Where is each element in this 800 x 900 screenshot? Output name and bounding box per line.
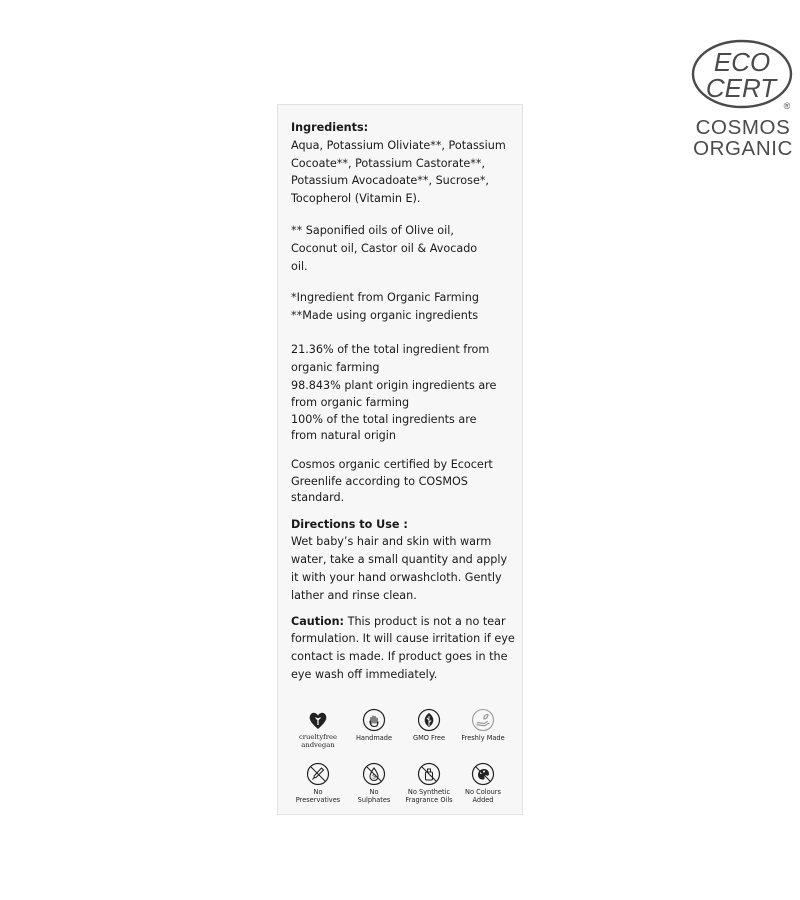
certification-text: Cosmos organic certified by Ecocert Greenlife according to COSMOS standard.	[291, 458, 493, 505]
stat-plant-origin: 98.843% plant origin ingredients are from organic farming	[291, 378, 497, 410]
stat-organic-farming: 21.36% of the total ingredient from organic farming	[291, 342, 490, 374]
saponified-note: ** Saponified oils of Olive oil, Coconut oil, Castor oil & Avocado oil.	[291, 223, 478, 273]
badge-handmade	[346, 708, 402, 742]
badge-caption-line1: No	[369, 788, 379, 796]
directions-heading: Directions to Use :	[291, 517, 408, 531]
stat-natural-origin: 100% of the total ingredients are from natural origin	[291, 413, 477, 442]
no-sulphate-icon	[362, 762, 386, 786]
badge-caption-line1: crueltyfree	[298, 733, 337, 741]
badge-caption-line1: No Synthetic	[407, 788, 451, 796]
caution-text: This product is not a no tear formulation. It will cause irritation if eye contact is made. If product goes in the eye wash off immediately.	[291, 614, 515, 682]
badge-no-sulphates	[346, 762, 402, 805]
badge-caption-line2: Preservatives	[295, 796, 341, 805]
badge-caption-line1: No	[313, 788, 323, 796]
badge-caption-line2: Sulphates	[357, 796, 391, 805]
label-content	[291, 119, 517, 684]
heart-leaf-icon	[306, 708, 330, 732]
product-label-card	[277, 104, 523, 815]
hand-icon	[362, 708, 386, 732]
ecocert-oval-icon	[690, 38, 796, 114]
badge-no-synthetic-fragrance	[401, 762, 457, 805]
directions-text: Wet baby’s hair and skin with warm water, take a small quantity and apply it with your hand orwashcloth. Gently lather and rinse clean.	[291, 535, 508, 602]
badge-caption-line1: GMO Free	[412, 734, 446, 742]
badge-caption-line1: Handmade	[355, 734, 393, 742]
badge-gmo-free	[401, 708, 457, 742]
badge-caption-line2: Fragrance Oils	[405, 796, 453, 805]
caution-heading: Caution:	[291, 614, 345, 628]
eco-text: ECO	[713, 47, 771, 77]
cert-text: CERT	[705, 73, 777, 103]
registered-mark: ®	[783, 101, 791, 111]
organic-note-2: **Made using organic ingredients	[291, 309, 479, 323]
product-badges	[291, 708, 517, 808]
badge-freshly-made	[455, 708, 511, 742]
no-fragrance-icon	[417, 762, 441, 786]
badge-no-colours	[455, 762, 511, 805]
hand-leaf-icon	[471, 708, 495, 732]
badge-caption-line2: andvegan	[301, 740, 335, 749]
caution-paragraph	[291, 613, 517, 684]
svg-text:S: S	[372, 773, 376, 781]
cosmos-text: COSMOS	[695, 116, 791, 139]
ecocert-cosmos-logo	[690, 38, 796, 160]
badge-caption-line1: Freshly Made	[461, 734, 505, 742]
badge-no-preservatives	[290, 762, 346, 805]
organic-note-1: *Ingredient from Organic Farming	[291, 291, 479, 305]
badge-cruelty-free-vegan	[290, 708, 346, 749]
organic-text: ORGANIC	[693, 137, 793, 160]
no-colour-icon	[471, 762, 495, 786]
badge-caption-line1: No Colours	[465, 788, 501, 796]
badge-caption-line2: Added	[472, 796, 494, 805]
no-dropper-icon	[306, 762, 330, 786]
ingredients-heading: Ingredients:	[291, 121, 369, 134]
ingredients-list: Aqua, Potassium Oliviate**, Potassium Cocoate**, Potassium Castorate**, Potassium Avocadoate**, Sucrose*, Tocopherol (Vitamin E).	[291, 138, 506, 206]
leaf-icon	[417, 708, 441, 732]
